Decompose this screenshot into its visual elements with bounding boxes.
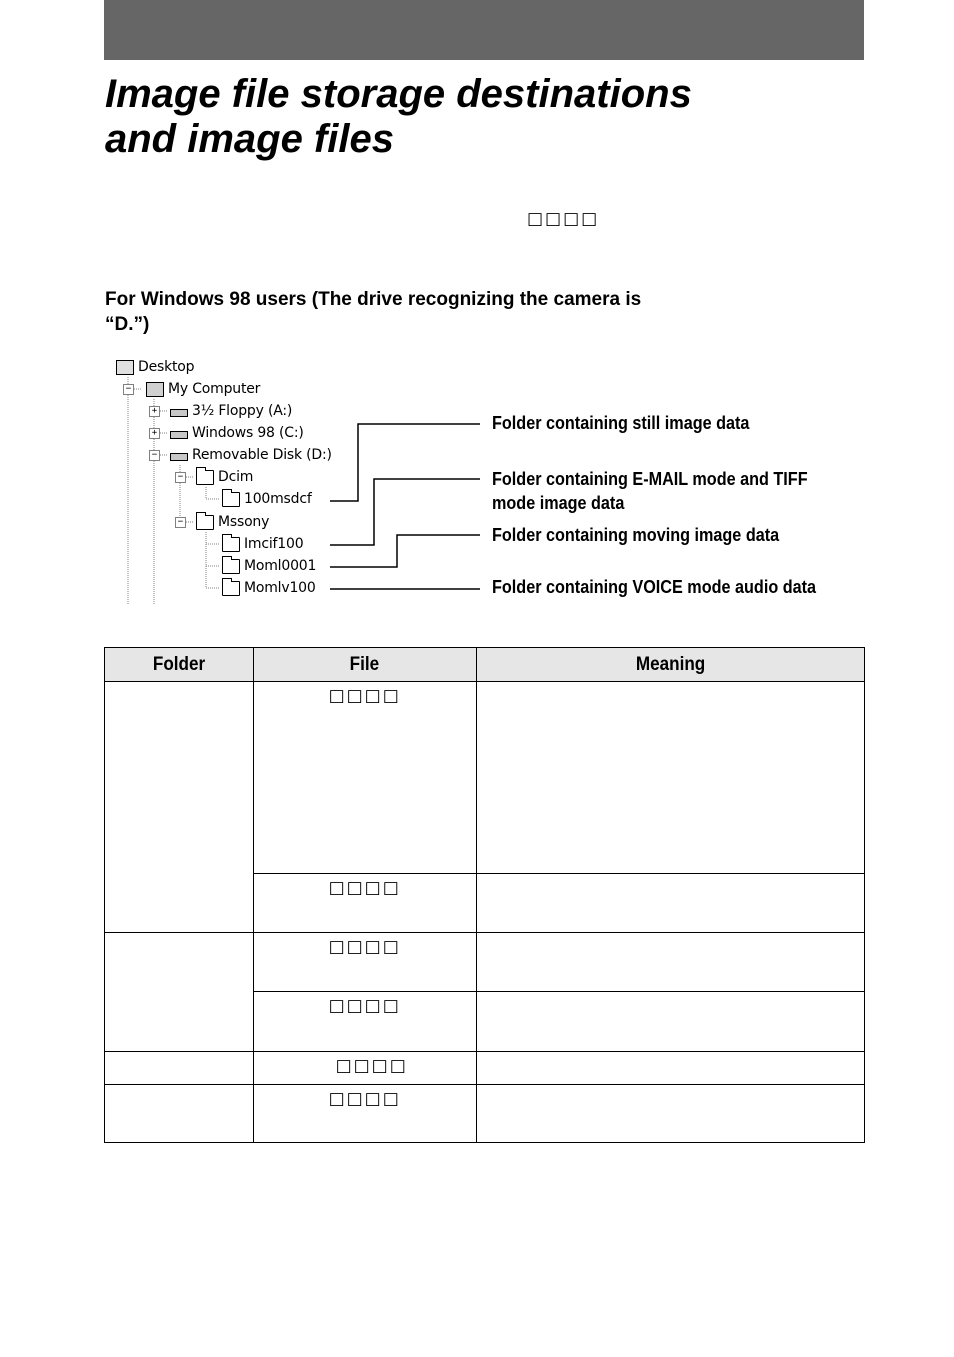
callout-still-image: Folder containing still image data bbox=[492, 413, 750, 433]
subheading-line-1: For Windows 98 users (The drive recognizing the camera is bbox=[105, 289, 642, 310]
file-cell bbox=[253, 1085, 476, 1143]
file-placeholder-glyphs: □□□□ bbox=[328, 878, 401, 898]
tree-item-label: My Computer bbox=[168, 381, 261, 397]
meaning-cell bbox=[476, 682, 864, 874]
table-row bbox=[105, 682, 865, 874]
column-header-label: Meaning bbox=[635, 653, 705, 675]
callout-email-tiff-line-1: Folder containing E-MAIL mode and TIFF bbox=[492, 469, 808, 489]
tree-item-label: Windows 98 (C:) bbox=[192, 425, 304, 441]
column-header-meaning bbox=[476, 648, 864, 682]
table-row bbox=[105, 1085, 865, 1143]
file-placeholder-glyphs: □□□□ bbox=[335, 1056, 408, 1076]
file-cell bbox=[253, 933, 476, 992]
collapse-toggle-icon[interactable]: − bbox=[123, 384, 134, 395]
tree-item-label: Imcif100 bbox=[244, 536, 304, 552]
file-cell bbox=[253, 1052, 476, 1085]
collapse-toggle-icon[interactable]: − bbox=[175, 517, 186, 528]
intro-placeholder-glyphs: □□□□ bbox=[527, 209, 600, 229]
file-cell bbox=[253, 992, 476, 1052]
tree-item-label: Moml0001 bbox=[244, 558, 317, 574]
collapse-toggle-icon[interactable]: − bbox=[175, 472, 186, 483]
callout-moving-image: Folder containing moving image data bbox=[492, 525, 780, 545]
callout-voice-audio: Folder containing VOICE mode audio data bbox=[492, 577, 817, 597]
subheading-line-2: “D.”) bbox=[105, 314, 150, 335]
file-placeholder-glyphs: □□□□ bbox=[328, 1089, 401, 1109]
collapse-toggle-icon[interactable]: − bbox=[149, 450, 160, 461]
expand-toggle-icon[interactable]: + bbox=[149, 428, 160, 439]
meaning-cell bbox=[476, 933, 864, 992]
file-placeholder-glyphs: □□□□ bbox=[328, 686, 401, 706]
expand-toggle-icon[interactable]: + bbox=[149, 406, 160, 417]
table-header-row bbox=[105, 648, 865, 682]
tree-item-label: 3½ Floppy (A:) bbox=[192, 403, 293, 419]
folder-cell bbox=[105, 1085, 254, 1143]
callout-leader-lines bbox=[0, 0, 954, 640]
column-header-file bbox=[253, 648, 476, 682]
meaning-cell bbox=[476, 1052, 864, 1085]
tree-item-label: Mssony bbox=[218, 514, 270, 530]
file-placeholder-glyphs: □□□□ bbox=[328, 996, 401, 1016]
table-row bbox=[105, 1052, 865, 1085]
folder-cell bbox=[105, 933, 254, 1052]
folder-cell bbox=[105, 682, 254, 933]
column-header-label: Folder bbox=[152, 653, 206, 675]
file-cell bbox=[253, 682, 476, 874]
file-cell bbox=[253, 874, 476, 933]
tree-item-label: Desktop bbox=[138, 359, 195, 375]
tree-item-label: Momlv100 bbox=[244, 580, 316, 596]
tree-item-label: 100msdcf bbox=[244, 491, 312, 507]
meaning-cell bbox=[476, 992, 864, 1052]
column-header-label: File bbox=[349, 653, 380, 675]
table-row bbox=[105, 933, 865, 992]
meaning-cell bbox=[476, 874, 864, 933]
page-title-line-2: and image files bbox=[105, 117, 394, 161]
tree-item-label: Dcim bbox=[218, 469, 254, 485]
column-header-folder bbox=[105, 648, 254, 682]
folder-cell bbox=[105, 1052, 254, 1085]
file-placeholder-glyphs: □□□□ bbox=[328, 937, 401, 957]
folder-file-table bbox=[104, 647, 865, 1143]
meaning-cell bbox=[476, 1085, 864, 1143]
tree-item-label: Removable Disk (D:) bbox=[192, 447, 332, 463]
page-title-line-1: Image file storage destinations bbox=[105, 72, 692, 116]
callout-email-tiff-line-2: mode image data bbox=[492, 493, 625, 513]
